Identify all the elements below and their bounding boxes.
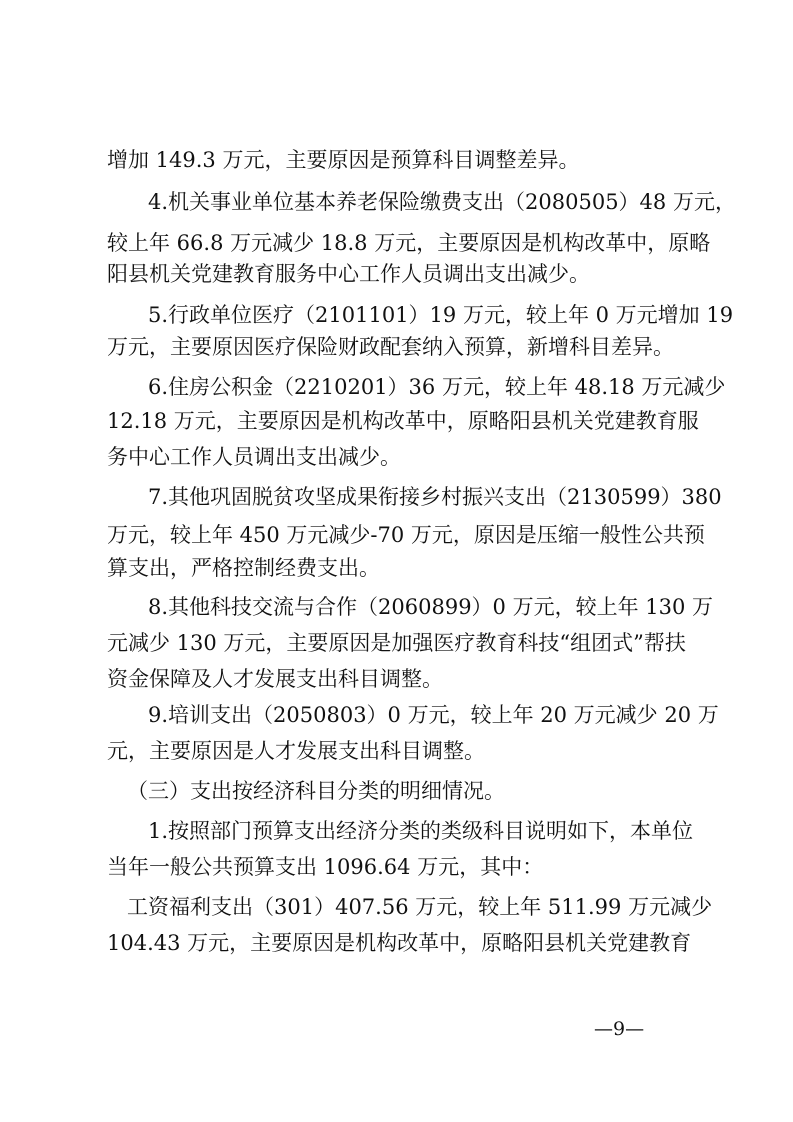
body-line: 元减少 130 万元，主要原因是加强医疗教育科技“组团式”帮扶 xyxy=(107,631,686,655)
body-line: 万元，较上年 450 万元减少-70 万元，原因是压缩一般性公共预 xyxy=(107,523,705,547)
body-line: 12.18 万元，主要原因是机构改革中，原略阳县机关党建教育服 xyxy=(107,409,699,433)
body-line: 1.按照部门预算支出经济分类的类级科目说明如下，本单位 xyxy=(148,819,694,843)
body-line: 7.其他巩固脱贫攻坚成果衔接乡村振兴支出（2130599）380 xyxy=(148,485,722,509)
body-line: 元，主要原因是人才发展支出科目调整。 xyxy=(107,739,485,763)
body-line: 算支出，严格控制经费支出。 xyxy=(107,556,380,580)
body-line: 资金保障及人才发展支出科目调整。 xyxy=(107,667,443,691)
body-line: 万元，主要原因医疗保险财政配套纳入预算，新增科目差异。 xyxy=(107,335,674,359)
body-line: 8.其他科技交流与合作（2060899）0 万元，较上年 130 万 xyxy=(148,595,714,619)
body-line: 9.培训支出（2050803）0 万元，较上年 20 万元减少 20 万 xyxy=(148,703,719,727)
section-heading: （三）支出按经济科目分类的明细情况。 xyxy=(127,779,505,803)
body-line: 务中心工作人员调出支出减少。 xyxy=(107,445,401,469)
body-line: 4.机关事业单位基本养老保险缴费支出（2080505）48 万元， xyxy=(148,190,736,214)
body-line: 5.行政单位医疗（2101101）19 万元，较上年 0 万元增加 19 xyxy=(148,303,734,327)
body-line: 工资福利支出（301）407.56 万元，较上年 511.99 万元减少 xyxy=(127,895,713,919)
body-line: 较上年 66.8 万元减少 18.8 万元，主要原因是机构改革中，原略 xyxy=(107,231,711,255)
body-line: 当年一般公共预算支出 1096.64 万元，其中： xyxy=(107,855,544,879)
body-line: 增加 149.3 万元，主要原因是预算科目调整差异。 xyxy=(107,148,580,172)
body-line: 104.43 万元，主要原因是机构改革中，原略阳县机关党建教育 xyxy=(107,931,692,955)
page-number: —9— xyxy=(594,1018,645,1040)
body-line: 6.住房公积金（2210201）36 万元，较上年 48.18 万元减少 xyxy=(148,375,726,399)
body-line: 阳县机关党建教育服务中心工作人员调出支出减少。 xyxy=(107,262,590,286)
